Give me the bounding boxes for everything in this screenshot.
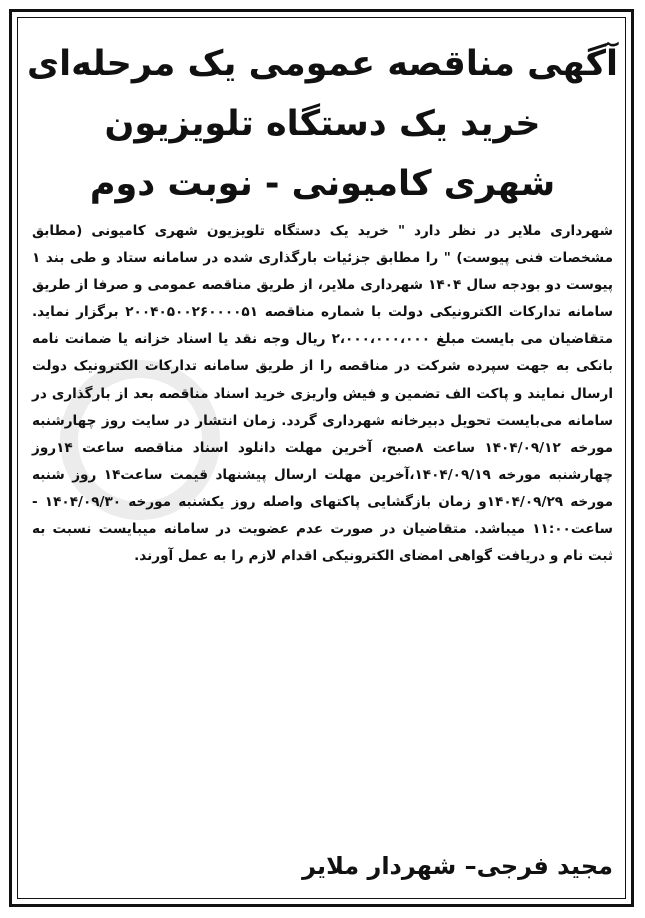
signature: مجید فرجی– شهردار ملایر bbox=[302, 852, 613, 880]
announcement-title bbox=[24, 34, 621, 214]
announcement-body: شهرداری ملایر در نظر دارد " خرید یک دستگاه تلویزیون شهری کامیونی (مطابق مشخصات فنی پیوست) " را مطابق جزئیات بارگذاری شده در سامانه ستاد و طی بند ۱ پیوست دو بودجه سال ۱۴۰۴ شهرداری ملایر، از طریق مناقصه عمومی و صرفا از طریق سامانه تدارکات الکترونیکی دولت با شماره مناقصه ۲۰۰۴۰۵۰۰۲۶۰۰۰۰۵۱ برگزار نماید. متقاضیان می بایست مبلغ ۲،۰۰۰،۰۰۰،۰۰۰ ریال وجه نقد یا اسناد خزانه یا ضمانت نامه بانکی به جهت سپرده شرکت در مناقصه را از طریق سامانه تدارکات الکترونیک دولت ارسال نمایند و پاکت الف تضمین و فیش واریزی خرید اسناد مناقصه بعد از بارگذاری در سامانه می‌بایست تحویل دبیرخانه شهرداری گردد. زمان انتشار در سایت روز چهارشنبه مورخه ۱۴۰۴/۰۹/۱۲ ساعت ۸صبح، آخرین مهلت دانلود اسناد مناقصه ساعت ۱۴روز چهارشنبه مورخه ۱۴۰۴/۰۹/۱۹،آخرین مهلت ارسال پیشنهاد قیمت ساعت۱۴ روز شنبه مورخه ۱۴۰۴/۰۹/۲۹و زمان بازگشایی پاکتهای واصله روز یکشنبه مورخه ۱۴۰۴/۰۹/۳۰ - ساعت۱۱:۰۰ میباشد. متقاضیان در صورت عدم عضویت در سامانه میبایست نسبت به ثبت نام و دریافت گواهی امضای الکترونیکی اقدام لازم را به عمل آورند. bbox=[32, 223, 613, 565]
title-line-3: شهری کامیونی - نوبت دوم bbox=[89, 164, 556, 204]
title-line-2: خرید یک دستگاه تلویزیون bbox=[104, 104, 541, 144]
title-line-1: آگهی مناقصه عمومی یک مرحله‌ای bbox=[27, 44, 618, 84]
